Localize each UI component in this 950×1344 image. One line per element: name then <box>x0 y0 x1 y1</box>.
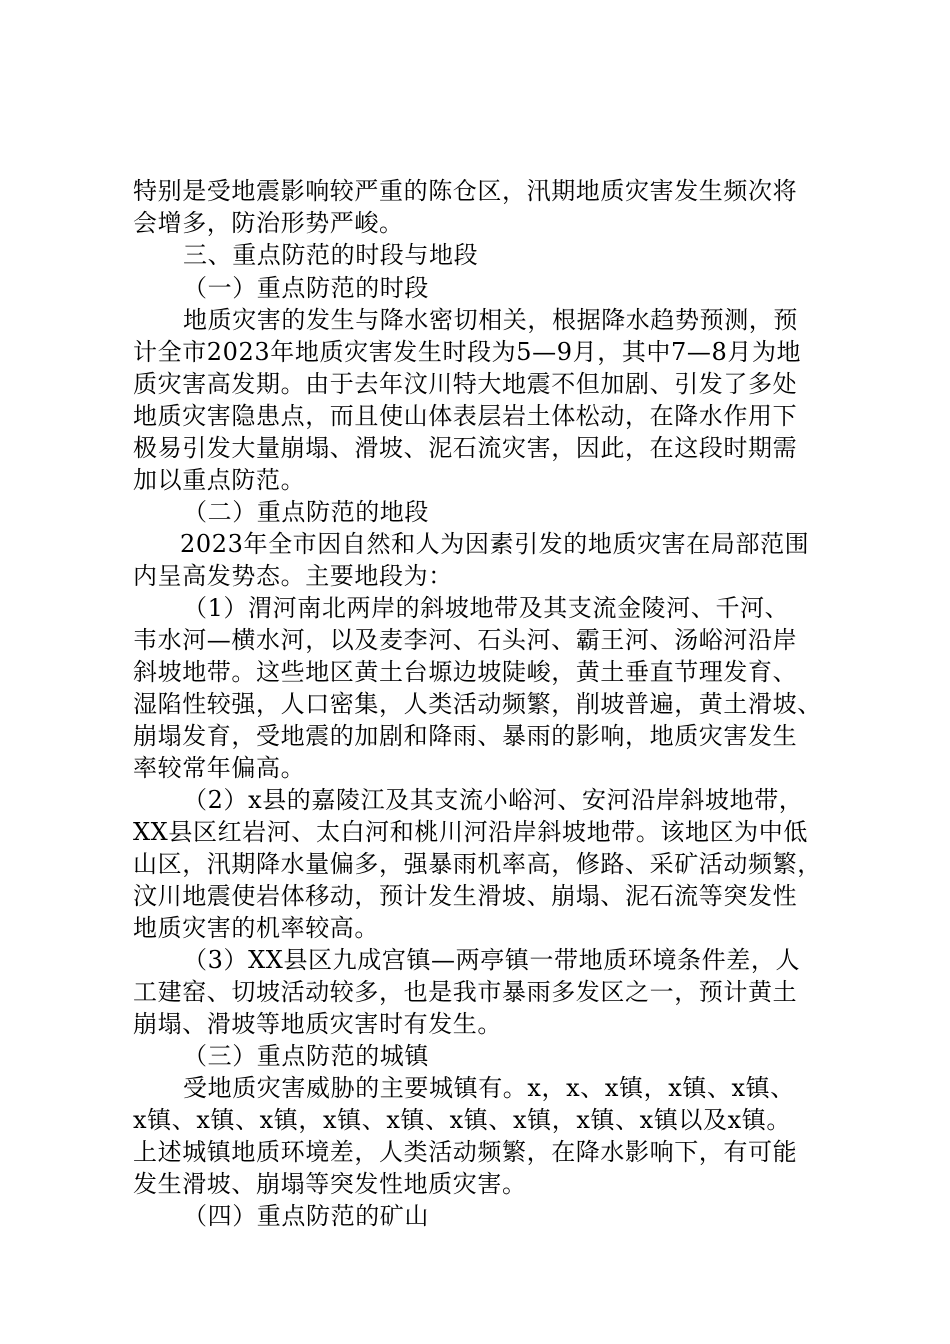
subsection-heading: （二）重点防范的地段 <box>183 498 429 526</box>
paragraph-line: 崩塌发育，受地震的加剧和降雨、暴雨的影响，地质灾害发生 <box>133 722 798 750</box>
list-item-line: （3）XX县区九成宫镇—两亭镇一带地质环境条件差，人 <box>183 946 801 974</box>
paragraph-line: 韦水河—横水河，以及麦李河、石头河、霸王河、汤峪河沿岸 <box>133 626 798 654</box>
paragraph-line: 斜坡地带。这些地区黄土台塬边坡陡峻，黄土垂直节理发育、 <box>133 658 798 686</box>
paragraph-line: 率较常年偏高。 <box>133 754 306 782</box>
subsection-heading: （三）重点防范的城镇 <box>183 1042 429 1070</box>
paragraph-line: 崩塌、滑坡等地质灾害时有发生。 <box>133 1010 502 1038</box>
paragraph-line: 计全市2023年地质灾害发生时段为5—9月，其中7—8月为地 <box>133 338 802 366</box>
paragraph-line: 汶川地震使岩体移动，预计发生滑坡、崩塌、泥石流等突发性 <box>133 882 798 910</box>
section-heading: 三、重点防范的时段与地段 <box>183 241 479 269</box>
paragraph-line: XX县区红岩河、太白河和桃川河沿岸斜坡地带。该地区为中低 <box>133 818 808 846</box>
paragraph-line: 上述城镇地质环境差，人类活动频繁，在降水影响下，有可能 <box>133 1138 798 1166</box>
paragraph-line: 内呈高发势态。主要地段为： <box>133 562 453 590</box>
list-item-line: （1）渭河南北两岸的斜坡地带及其支流金陵河、千河、 <box>183 594 790 622</box>
paragraph-line: 特别是受地震影响较严重的陈仓区，汛期地质灾害发生频次将 <box>133 177 798 205</box>
subsection-heading: （一）重点防范的时段 <box>183 274 429 302</box>
paragraph-line: 极易引发大量崩塌、滑坡、泥石流灾害，因此，在这段时期需 <box>133 434 798 462</box>
paragraph-line: 质灾害高发期。由于去年汶川特大地震不但加剧、引发了多处 <box>133 370 798 398</box>
paragraph-line: 湿陷性较强，人口密集，人类活动频繁，削坡普遍，黄土滑坡、 <box>133 690 822 718</box>
paragraph-line: 工建窑、切坡活动较多，也是我市暴雨多发区之一，预计黄土 <box>133 978 798 1006</box>
paragraph-line: 2023年全市因自然和人为因素引发的地质灾害在局部范围 <box>180 530 810 558</box>
paragraph-line: 地质灾害隐患点，而且使山体表层岩土体松动，在降水作用下 <box>133 402 798 430</box>
paragraph-line: 会增多，防治形势严峻。 <box>133 209 404 237</box>
paragraph-line: x镇、x镇、x镇，x镇、x镇、x镇、x镇，x镇、x镇以及x镇。 <box>133 1106 791 1134</box>
paragraph-line: 地质灾害的机率较高。 <box>133 914 379 942</box>
paragraph-line: 发生滑坡、崩塌等突发性地质灾害。 <box>133 1170 527 1198</box>
paragraph-line: 山区，汛期降水量偏多，强暴雨机率高，修路、采矿活动频繁， <box>133 850 822 878</box>
paragraph-line: 地质灾害的发生与降水密切相关，根据降水趋势预测，预 <box>183 306 798 334</box>
paragraph-line: 加以重点防范。 <box>133 466 306 494</box>
list-item-line: （2）x县的嘉陵江及其支流小峪河、安河沿岸斜坡地带， <box>183 786 804 814</box>
subsection-heading: （四）重点防范的矿山 <box>183 1202 429 1230</box>
paragraph-line: 受地质灾害威胁的主要城镇有。x，x、x镇，x镇、x镇、 <box>183 1074 795 1102</box>
